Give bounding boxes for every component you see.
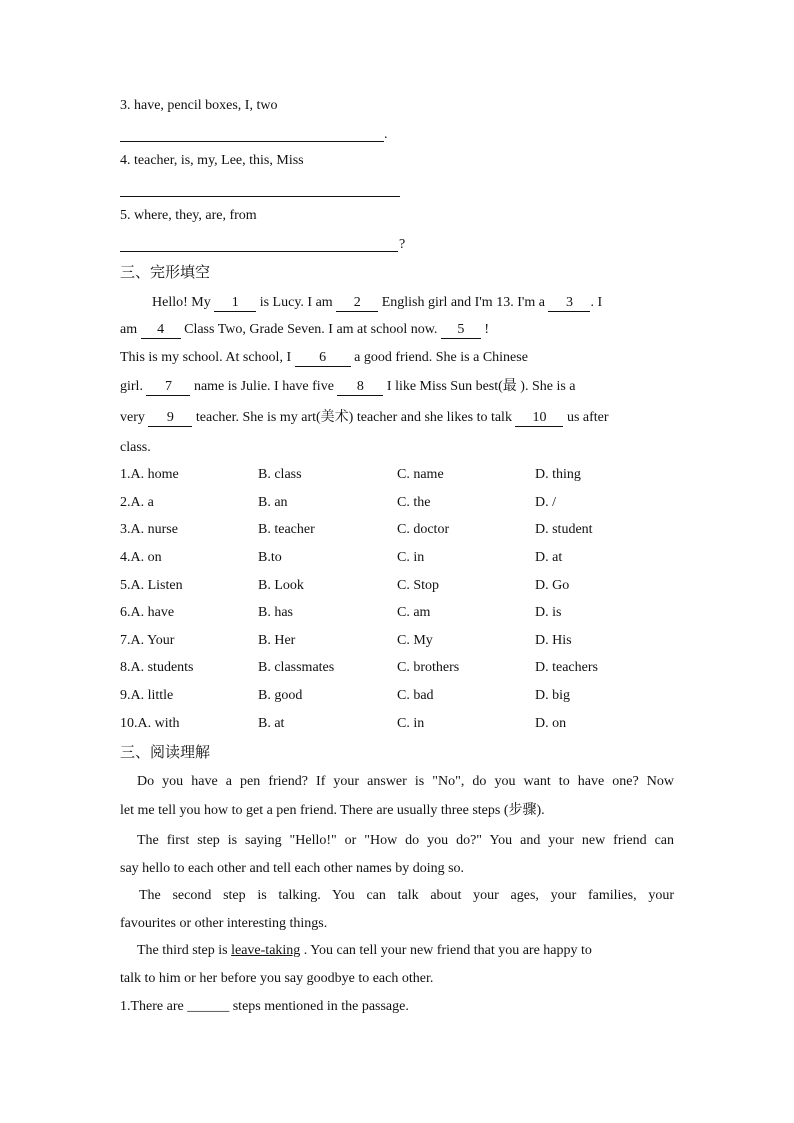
question-blank[interactable]: ______ bbox=[187, 999, 230, 1014]
option-c[interactable]: C. in bbox=[397, 716, 425, 731]
option-d[interactable]: D. on bbox=[535, 716, 567, 731]
reading-question-1 bbox=[120, 998, 409, 1016]
cloze-text: I like Miss Sun best(最 ). She is a bbox=[383, 379, 576, 394]
cloze-blank-3[interactable]: 3 bbox=[548, 295, 590, 312]
cloze-blank-9[interactable]: 9 bbox=[148, 410, 192, 427]
cloze-blank-4[interactable]: 4 bbox=[141, 322, 181, 339]
option-b[interactable]: B. good bbox=[258, 688, 303, 703]
cloze-text: . I bbox=[590, 295, 603, 310]
cloze-line-4 bbox=[120, 378, 576, 396]
ordering-item-5: 5. where, they, are, from bbox=[120, 208, 257, 223]
option-b[interactable]: B. teacher bbox=[258, 522, 315, 537]
cloze-text: Hello! My bbox=[152, 295, 215, 310]
reading-p1-line2: let me tell you how to get a pen friend. There are usually three steps (步骤). bbox=[120, 803, 545, 818]
option-b[interactable]: B.to bbox=[258, 550, 282, 565]
answer-line-3[interactable] bbox=[120, 141, 384, 142]
cloze-text: Class Two, Grade Seven. I am at school now. bbox=[180, 322, 441, 337]
option-b[interactable]: B. has bbox=[258, 605, 293, 620]
option-a[interactable]: 9.A. little bbox=[120, 688, 174, 703]
option-a[interactable]: 8.A. students bbox=[120, 660, 194, 675]
option-c[interactable]: C. doctor bbox=[397, 522, 450, 537]
option-d[interactable]: D. / bbox=[535, 495, 556, 510]
underlined-term: leave-taking bbox=[231, 943, 301, 958]
cloze-text: ! bbox=[480, 322, 490, 337]
option-c[interactable]: C. bad bbox=[397, 688, 434, 703]
question-text: steps mentioned in the passage. bbox=[229, 999, 409, 1014]
option-b[interactable]: B. class bbox=[258, 467, 302, 482]
cloze-text: name is Julie. I have five bbox=[190, 379, 338, 394]
option-c[interactable]: C. Stop bbox=[397, 578, 440, 593]
option-a[interactable]: 5.A. Listen bbox=[120, 578, 183, 593]
cloze-line-3 bbox=[120, 349, 528, 367]
option-d[interactable]: D. big bbox=[535, 688, 570, 703]
ordering-item-3: 3. have, pencil boxes, I, two bbox=[120, 98, 278, 113]
reading-p2-line1: The first step is saying "Hello!" or "How do you do?" You and your new friend can bbox=[137, 833, 674, 848]
reading-text: . You can tell your new friend that you are happy to bbox=[300, 943, 592, 958]
cloze-blank-5[interactable]: 5 bbox=[441, 322, 481, 339]
option-b[interactable]: B. at bbox=[258, 716, 285, 731]
option-d[interactable]: D. His bbox=[535, 633, 572, 648]
reading-text: The third step is bbox=[137, 943, 232, 958]
cloze-text: English girl and I'm 13. I'm a bbox=[378, 295, 549, 310]
cloze-line-2 bbox=[120, 321, 489, 339]
option-a[interactable]: 6.A. have bbox=[120, 605, 175, 620]
cloze-blank-10[interactable]: 10 bbox=[515, 410, 563, 427]
reading-p3-line1: The second step is talking. You can talk about your ages, your families, your bbox=[139, 888, 674, 903]
option-a[interactable]: 2.A. a bbox=[120, 495, 154, 510]
option-d[interactable]: D. thing bbox=[535, 467, 581, 482]
answer-end-mark-5: ? bbox=[399, 237, 406, 252]
cloze-text: us after bbox=[563, 410, 609, 425]
cloze-line-5 bbox=[120, 409, 609, 427]
cloze-blank-6[interactable]: 6 bbox=[295, 350, 351, 367]
option-a[interactable]: 7.A. Your bbox=[120, 633, 175, 648]
cloze-blank-2[interactable]: 2 bbox=[336, 295, 378, 312]
option-a[interactable]: 10.A. with bbox=[120, 716, 180, 731]
option-c[interactable]: C. in bbox=[397, 550, 425, 565]
cloze-line-1 bbox=[152, 294, 602, 312]
reading-p4-line2: talk to him or her before you say goodbye to each other. bbox=[120, 971, 434, 986]
reading-p1-line1: Do you have a pen friend? If your answer is "No", do you want to have one? Now bbox=[137, 774, 674, 789]
cloze-text: teacher. She is my art(美术) teacher and she likes to talk bbox=[192, 410, 516, 425]
answer-end-mark-3: . bbox=[384, 127, 388, 142]
option-a[interactable]: 4.A. on bbox=[120, 550, 162, 565]
option-c[interactable]: C. am bbox=[397, 605, 431, 620]
cloze-text: This is my school. At school, I bbox=[120, 350, 295, 365]
option-d[interactable]: D. is bbox=[535, 605, 562, 620]
option-c[interactable]: C. My bbox=[397, 633, 433, 648]
reading-heading: 三、阅读理解 bbox=[120, 743, 211, 761]
cloze-blank-7[interactable]: 7 bbox=[146, 379, 190, 396]
cloze-line-6: class. bbox=[120, 440, 151, 455]
cloze-text: girl. bbox=[120, 379, 147, 394]
reading-p3-line2: favourites or other interesting things. bbox=[120, 916, 328, 931]
option-d[interactable]: D. at bbox=[535, 550, 563, 565]
cloze-text: a good friend. She is a Chinese bbox=[350, 350, 528, 365]
option-c[interactable]: C. the bbox=[397, 495, 431, 510]
option-d[interactable]: D. teachers bbox=[535, 660, 598, 675]
option-c[interactable]: C. name bbox=[397, 467, 444, 482]
option-b[interactable]: B. classmates bbox=[258, 660, 335, 675]
ordering-item-4: 4. teacher, is, my, Lee, this, Miss bbox=[120, 153, 304, 168]
cloze-text: am bbox=[120, 322, 141, 337]
cloze-text: is Lucy. I am bbox=[256, 295, 337, 310]
option-a[interactable]: 3.A. nurse bbox=[120, 522, 178, 537]
option-d[interactable]: D. student bbox=[535, 522, 593, 537]
option-b[interactable]: B. Her bbox=[258, 633, 296, 648]
answer-line-5[interactable] bbox=[120, 251, 398, 252]
option-b[interactable]: B. Look bbox=[258, 578, 304, 593]
reading-p4-line1 bbox=[137, 942, 592, 960]
cloze-heading: 三、完形填空 bbox=[120, 263, 211, 281]
option-b[interactable]: B. an bbox=[258, 495, 288, 510]
cloze-blank-1[interactable]: 1 bbox=[214, 295, 256, 312]
option-d[interactable]: D. Go bbox=[535, 578, 570, 593]
cloze-blank-8[interactable]: 8 bbox=[337, 379, 383, 396]
cloze-text: very bbox=[120, 410, 149, 425]
question-text: 1.There are bbox=[120, 999, 188, 1014]
answer-line-4[interactable] bbox=[120, 196, 400, 197]
option-a[interactable]: 1.A. home bbox=[120, 467, 179, 482]
reading-p2-line2: say hello to each other and tell each other names by doing so. bbox=[120, 861, 465, 876]
option-c[interactable]: C. brothers bbox=[397, 660, 460, 675]
